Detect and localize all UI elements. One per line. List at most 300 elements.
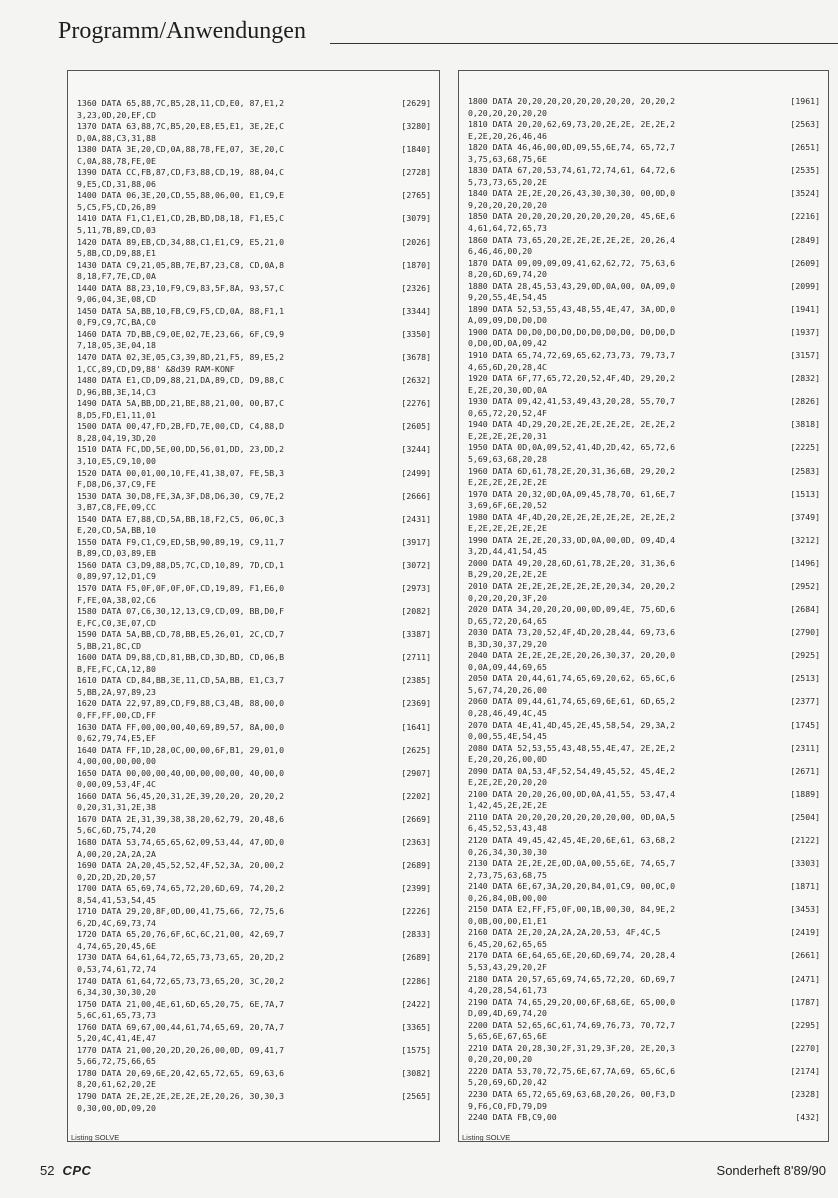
listing-line-checksum: [3212] xyxy=(790,534,820,545)
listing-line xyxy=(468,431,820,443)
listing-line xyxy=(77,317,431,329)
listing-line-text: 2210 DATA 20,28,30,2F,31,29,3F,20, 2E,20,3 xyxy=(468,1042,676,1053)
listing-line-text: 1860 DATA 73,65,20,2E,2E,2E,2E,2E, 20,26,4 xyxy=(468,234,676,245)
listing-line-checksum: [1937] xyxy=(790,326,820,337)
listing-line-text: 2020 DATA 34,20,20,20,00,0D,09,4E, 75,6D,6 xyxy=(468,604,676,615)
listing-line-text: 5,20,69,6D,20,42 xyxy=(468,1077,547,1088)
listing-line xyxy=(468,396,820,408)
listing-line-text: 5,69,63,68,20,28 xyxy=(468,453,547,464)
listing-line-text: 5,8B,CD,D9,88,E1 xyxy=(77,248,156,259)
listing-line xyxy=(468,408,820,420)
listing-line xyxy=(468,142,820,154)
listing-line-checksum: [2326] xyxy=(401,282,431,293)
listing-line-text: 2170 DATA 6E,64,65,6E,20,6D,69,74, 20,28,4 xyxy=(468,950,676,961)
listing-line-text: B,3D,30,37,29,20 xyxy=(468,638,547,649)
listing-line-checksum: [2082] xyxy=(401,606,431,617)
listing-line-checksum xyxy=(816,431,820,443)
listing-line-text: 1750 DATA 21,00,4E,61,6D,65,20,75, 6E,7A,7 xyxy=(77,998,285,1009)
listing-line-text: 6,45,20,62,65,65 xyxy=(468,938,547,949)
listing-line xyxy=(77,1010,431,1022)
listing-line xyxy=(468,616,820,628)
listing-line-text: 0,0A,09,44,69,65 xyxy=(468,661,547,672)
listing-line-text: 1580 DATA 07,C6,30,12,13,C9,CD,09, BB,D0,F xyxy=(77,606,285,617)
listing-line xyxy=(77,410,431,422)
listing-line-text: 1900 DATA D0,D0,D0,D0,D0,D0,D0,D0, D0,D0,D xyxy=(468,326,676,337)
listing-line-checksum xyxy=(816,385,820,397)
listing-line xyxy=(468,708,820,720)
listing-line-checksum: [2661] xyxy=(790,950,820,961)
listing-line-checksum: [2513] xyxy=(790,673,820,684)
listing-line-checksum xyxy=(816,1101,820,1113)
listing-line-checksum: [2833] xyxy=(401,929,431,940)
listing-line-text: 1760 DATA 69,67,00,44,61,74,65,69, 20,7A,7 xyxy=(77,1021,285,1032)
listing-line-text: 1410 DATA F1,C1,E1,CD,2B,BD,D8,18, F1,E5,C xyxy=(77,213,285,224)
listing-line xyxy=(468,1112,820,1124)
listing-line-checksum: [2583] xyxy=(790,465,820,476)
listing-line-checksum xyxy=(816,523,820,535)
listing-line xyxy=(468,223,820,235)
listing-line-text: 8,18,F7,7E,CD,0A xyxy=(77,271,156,282)
listing-line xyxy=(77,722,431,734)
listing-line xyxy=(77,468,431,480)
listing-line-text: 9,E5,CD,31,88,06 xyxy=(77,178,156,189)
listing-line xyxy=(468,558,820,570)
listing-line xyxy=(77,352,431,364)
listing-line-text: 2040 DATA 2E,2E,2E,2E,20,26,30,37, 20,20,0 xyxy=(468,650,676,661)
listing-line-text: 1470 DATA 02,3E,05,C3,39,8D,21,F5, 89,E5,2 xyxy=(77,352,285,363)
listing-line-checksum xyxy=(427,710,431,722)
listing-line-checksum xyxy=(427,548,431,560)
listing-line-text: 0,2D,2D,2D,20,57 xyxy=(77,871,156,882)
listing-line xyxy=(77,918,431,930)
listing-line-text: 1840 DATA 2E,2E,20,26,43,30,30,30, 00,0D,0 xyxy=(468,188,676,199)
listing-line-checksum xyxy=(427,1033,431,1045)
listing-line-checksum xyxy=(427,941,431,953)
listing-line-text: 1490 DATA 5A,BB,DD,21,BE,88,21,00, 00,B7,C xyxy=(77,398,285,409)
listing-line-text: 3,2D,44,41,54,45 xyxy=(468,546,547,557)
listing-line xyxy=(77,133,431,145)
listing-line xyxy=(77,514,431,526)
listing-line-checksum: [1496] xyxy=(790,557,820,568)
listing-line-checksum: [2605] xyxy=(401,421,431,432)
listing-line-checksum xyxy=(816,777,820,789)
listing-line-checksum: [2632] xyxy=(401,375,431,386)
listing-line-checksum xyxy=(816,408,820,420)
listing-line xyxy=(77,675,431,687)
listing-line-checksum: [2226] xyxy=(401,906,431,917)
listing-line-text: 2090 DATA 0A,53,4F,52,54,49,45,52, 45,4E,2 xyxy=(468,765,676,776)
listing-line-text: 7,18,05,3E,04,18 xyxy=(77,340,156,351)
listing-line-text: E,2E,2E,2E,20,31 xyxy=(468,430,547,441)
listing-line-text: 2050 DATA 20,44,61,74,65,69,20,62, 65,6C,6 xyxy=(468,673,676,684)
listing-line-checksum: [2765] xyxy=(401,190,431,201)
listing-line xyxy=(77,340,431,352)
listing-line-text: B,29,20,2E,2E,2E xyxy=(468,569,547,580)
listing-line xyxy=(468,385,820,397)
listing-line-text: 1910 DATA 65,74,72,69,65,62,73,73, 79,73,7 xyxy=(468,350,676,361)
listing-line xyxy=(77,952,431,964)
listing-line xyxy=(468,858,820,870)
listing-line-text: 1670 DATA 2E,31,39,38,38,20,62,79, 20,48,6 xyxy=(77,813,285,824)
listing-line-text: 0,0B,00,00,E1,E1 xyxy=(468,915,547,926)
listing-line-text: 1500 DATA 00,47,FD,2B,FD,7E,00,CD, C4,88,D xyxy=(77,421,285,432)
listing-line xyxy=(468,593,820,605)
listing-line-checksum xyxy=(816,108,820,120)
listing-line-text: 1680 DATA 53,74,65,65,62,09,53,44, 47,0D,0 xyxy=(77,837,285,847)
listing-line-text: 1770 DATA 21,00,20,2D,20,26,00,0D, 09,41,7 xyxy=(77,1044,285,1055)
listing-line-text: 2130 DATA 2E,2E,2E,0D,0A,00,55,6E, 74,65,7 xyxy=(468,858,676,869)
listing-line-checksum xyxy=(427,179,431,191)
listing-line-checksum xyxy=(816,546,820,558)
listing-line-text: 5,65,6E,67,65,6E xyxy=(468,1031,547,1042)
listing-line-text: 4,74,65,20,45,6E xyxy=(77,940,156,951)
listing-line-text: 0,65,72,20,52,4F xyxy=(468,407,547,418)
listing-line-text: 3,10,E5,C9,10,00 xyxy=(77,455,156,466)
listing-line-checksum xyxy=(427,987,431,999)
listing-line-text: E,2E,2E,2E,2E,2E xyxy=(468,523,547,534)
listing-line-text: 2100 DATA 20,20,26,00,0D,0A,41,55, 53,47,4 xyxy=(468,788,676,799)
listing-line-checksum xyxy=(816,616,820,628)
listing-line xyxy=(468,119,820,131)
listing-line-text: 1980 DATA 4F,4D,20,2E,2E,2E,2E,2E, 2E,2E,2 xyxy=(468,511,676,522)
listing-line-text: 9,20,55,4E,54,45 xyxy=(468,292,547,303)
listing-line-text: 1850 DATA 20,20,20,20,20,20,20,20, 45,6E,6 xyxy=(468,211,676,222)
listing-line-checksum: [3453] xyxy=(790,904,820,915)
listing-line-checksum: [1745] xyxy=(790,719,820,730)
listing-line-checksum: [2431] xyxy=(401,513,431,524)
listing-line-checksum: [3387] xyxy=(401,629,431,640)
listing-line-checksum xyxy=(427,456,431,468)
listing-line-text: 2030 DATA 73,20,52,4F,4D,20,28,44, 69,73,6 xyxy=(468,627,676,638)
listing-line-text: 2150 DATA E2,FF,F5,0F,00,1B,00,30, 84,9E,2 xyxy=(468,904,676,915)
listing-panel-right xyxy=(458,70,829,1142)
listing-line-text: 5,73,73,65,20,2E xyxy=(468,176,547,187)
listing-line-text: 0,53,74,61,72,74 xyxy=(77,964,156,975)
listing-line-text: 2000 DATA 49,20,28,6D,61,78,2E,20, 31,36,6 xyxy=(468,557,676,568)
listing-line xyxy=(77,1068,431,1080)
listing-line-text: A,00,20,2A,2A,2A xyxy=(77,848,156,859)
listing-line xyxy=(77,606,431,618)
listing-line-checksum: [2286] xyxy=(401,975,431,986)
listing-line-checksum xyxy=(427,156,431,168)
listing-line xyxy=(468,258,820,270)
listing-line-text: 5,11,7B,89,CD,03 xyxy=(77,225,156,236)
listing-line-text: 2070 DATA 4E,41,4D,45,2E,45,58,54, 29,3A,2 xyxy=(468,719,676,730)
listing-line-text: 4,65,6D,20,28,4C xyxy=(468,361,547,372)
listing-line xyxy=(468,927,820,939)
listing-line-text: 1390 DATA CC,FB,87,CD,F3,88,CD,19, 88,04,C xyxy=(77,167,285,178)
listing-line-text: 8,D5,FD,E1,11,01 xyxy=(77,409,156,420)
listing-line-checksum xyxy=(427,479,431,491)
listing-line-text: 1610 DATA CD,84,BB,3E,11,CD,5A,BB, E1,C3,7 xyxy=(77,675,285,686)
listing-line xyxy=(468,327,820,339)
listing-line-text: 1520 DATA 00,01,00,10,FE,41,38,07, FE,5B,3 xyxy=(77,467,285,478)
listing-line-text: 0,26,84,0B,00,00 xyxy=(468,892,547,903)
listing-line-checksum xyxy=(816,893,820,905)
listing-line xyxy=(77,802,431,814)
listing-line xyxy=(77,491,431,503)
listing-line-checksum: [2504] xyxy=(790,811,820,822)
listing-line-text: 1,CC,89,CD,D9,88' &8d39 RAM-KONF xyxy=(77,363,235,374)
listing-line-checksum xyxy=(816,870,820,882)
listing-line xyxy=(77,929,431,941)
listing-line-checksum: [1871] xyxy=(790,881,820,892)
listing-line xyxy=(468,766,820,778)
listing-line-checksum xyxy=(816,847,820,859)
listing-caption-right: Listing SOLVE xyxy=(462,1133,511,1142)
listing-line-checksum xyxy=(427,779,431,791)
listing-line xyxy=(77,560,431,572)
listing-line-checksum: [2328] xyxy=(790,1089,820,1100)
listing-line-checksum xyxy=(427,433,431,445)
listing-line-text: 5,67,74,20,26,00 xyxy=(468,684,547,695)
listing-line xyxy=(468,1077,820,1089)
listing-line-checksum: [3917] xyxy=(401,536,431,547)
listing-line xyxy=(468,419,820,431)
listing-line-checksum: [3678] xyxy=(401,352,431,363)
listing-line-text: 5,6C,6D,75,74,20 xyxy=(77,825,156,836)
footer-left xyxy=(40,1163,91,1178)
listing-line-text: 2230 DATA 65,72,65,69,63,68,20,26, 00,F3,D xyxy=(468,1089,676,1100)
listing-line-checksum xyxy=(816,362,820,374)
listing-line xyxy=(77,906,431,918)
listing-line-text: 1450 DATA 5A,BB,10,FB,C9,F5,CD,0A, 88,F1,1 xyxy=(77,305,285,316)
listing-line xyxy=(468,627,820,639)
listing-line-text: 2200 DATA 52,65,6C,61,74,69,76,73, 70,72,7 xyxy=(468,1019,676,1030)
listing-line xyxy=(77,525,431,537)
listing-line xyxy=(468,916,820,928)
listing-line-text: D,65,72,20,64,65 xyxy=(468,615,547,626)
listing-panel-left xyxy=(67,70,440,1142)
listing-line-checksum: [2099] xyxy=(790,280,820,291)
listing-line xyxy=(468,823,820,835)
listing-line-text: 1560 DATA C3,D9,88,D5,7C,CD,10,89, 7D,CD,1 xyxy=(77,559,285,570)
listing-line xyxy=(468,454,820,466)
listing-line xyxy=(468,338,820,350)
listing-line-text: 1990 DATA 2E,2E,20,33,0D,0A,00,0D, 09,4D,4 xyxy=(468,534,676,545)
listing-line-checksum: [2026] xyxy=(401,236,431,247)
listing-line-text: E,20,20,26,00,0D xyxy=(468,754,547,765)
listing-line-checksum xyxy=(427,802,431,814)
listing-line-checksum: [2684] xyxy=(790,604,820,615)
listing-line xyxy=(77,202,431,214)
listing-line-checksum xyxy=(816,223,820,235)
listing-line xyxy=(468,466,820,478)
listing-line-checksum: [1870] xyxy=(401,259,431,270)
page-title: Programm/Anwendungen xyxy=(58,18,306,44)
listing-line-text: E,2E,2E,2E,2E,2E xyxy=(468,477,547,488)
listing-line-checksum xyxy=(427,271,431,283)
listing-line-checksum xyxy=(427,618,431,630)
page-number: 52 xyxy=(40,1163,55,1178)
listing-line-text: 1880 DATA 28,45,53,43,29,0D,0A,00, 0A,09,0 xyxy=(468,280,676,291)
listing-line xyxy=(468,246,820,258)
listing-line-checksum: [2689] xyxy=(401,952,431,963)
listing-line-text: D,0A,88,C3,31,88 xyxy=(77,132,156,143)
listing-line-checksum: [3072] xyxy=(401,559,431,570)
listing-line xyxy=(468,108,820,120)
listing-line xyxy=(77,213,431,225)
listing-line xyxy=(77,433,431,445)
listing-line-checksum: [3749] xyxy=(790,511,820,522)
listing-line-text: 1590 DATA 5A,BB,CD,78,BB,E5,26,01, 2C,CD,7 xyxy=(77,629,285,640)
listing-line-text: 1480 DATA E1,CD,D9,88,21,DA,89,CD, D9,88,C xyxy=(77,375,285,386)
listing-line xyxy=(468,1031,820,1043)
listing-line xyxy=(77,583,431,595)
listing-line-checksum: [3244] xyxy=(401,444,431,455)
listing-line-checksum: [2174] xyxy=(790,1065,820,1076)
listing-line-checksum: [2952] xyxy=(790,580,820,591)
listing-line-text: 0,62,79,74,E5,EF xyxy=(77,733,156,744)
listing-line-text: 1400 DATA 06,3E,20,CD,55,88,06,00, E1,C9,E xyxy=(77,190,285,201)
listing-line xyxy=(468,743,820,755)
listing-line-text: 0,20,20,00,20 xyxy=(468,1054,533,1065)
listing-line-checksum xyxy=(427,964,431,976)
listing-line-checksum: [1575] xyxy=(401,1044,431,1055)
listing-line-text: 8,54,41,53,54,45 xyxy=(77,894,156,905)
listing-line-text: 6,34,30,30,30,20 xyxy=(77,987,156,998)
listing-line xyxy=(77,1033,431,1045)
listing-line-checksum xyxy=(427,110,431,122)
listing-line-checksum xyxy=(816,177,820,189)
listing-line-checksum xyxy=(816,292,820,304)
listing-line-checksum xyxy=(816,685,820,697)
listing-line-text: 1630 DATA FF,00,00,00,40,69,89,57, 8A,00,0 xyxy=(77,721,285,732)
listing-line-checksum xyxy=(816,1054,820,1066)
page-header xyxy=(58,16,838,48)
listing-line-checksum xyxy=(816,1031,820,1043)
listing-line-text: 2140 DATA 6E,67,3A,20,20,84,01,C9, 00,0C,0 xyxy=(468,881,676,892)
listing-line-checksum xyxy=(816,315,820,327)
listing-line xyxy=(77,779,431,791)
listing-line xyxy=(77,190,431,202)
listing-line-checksum xyxy=(427,317,431,329)
listing-line-checksum: [1513] xyxy=(790,488,820,499)
listing-line-checksum: [2202] xyxy=(401,790,431,801)
listing-line-checksum: [2122] xyxy=(790,835,820,845)
listing-line-checksum xyxy=(427,733,431,745)
listing-line-text: 3,69,6F,6E,20,52 xyxy=(468,500,547,511)
listing-line xyxy=(77,987,431,999)
listing-line xyxy=(77,768,431,780)
listing-line xyxy=(77,629,431,641)
listing-line-text: 0,20,31,31,2E,38 xyxy=(77,802,156,813)
listing-line-text: 0,FF,FF,00,CD,FF xyxy=(77,709,156,720)
listing-line xyxy=(77,652,431,664)
listing-line-checksum xyxy=(427,225,431,237)
listing-line xyxy=(77,837,431,849)
listing-line xyxy=(77,687,431,699)
listing-line xyxy=(468,1020,820,1032)
listing-line-checksum xyxy=(427,756,431,768)
listing-line-text: 1950 DATA 0D,0A,09,52,41,4D,2D,42, 65,72,6 xyxy=(468,442,676,453)
listing-line xyxy=(468,696,820,708)
listing-line-text: 1600 DATA D9,88,CD,81,BB,CD,3D,BD, CD,06,B xyxy=(77,652,285,663)
listing-line-checksum xyxy=(816,477,820,489)
listing-line xyxy=(468,673,820,685)
listing-line-text: 5,53,43,29,20,2F xyxy=(468,962,547,973)
listing-line xyxy=(468,1101,820,1113)
listing-line xyxy=(468,569,820,581)
listing-line-checksum xyxy=(427,687,431,699)
listing-line-checksum xyxy=(816,131,820,143)
listing-line xyxy=(77,1079,431,1091)
listing-line-checksum xyxy=(816,708,820,720)
listing-line xyxy=(77,548,431,560)
listing-line xyxy=(77,595,431,607)
listing-line-checksum xyxy=(427,410,431,422)
listing-line-checksum xyxy=(816,985,820,997)
listing-line-checksum xyxy=(427,825,431,837)
listing-line-checksum: [3818] xyxy=(790,419,820,430)
listing-line-text: 0,00,55,4E,54,45 xyxy=(468,731,547,742)
listing-line-checksum xyxy=(427,340,431,352)
listing-line-text: 1460 DATA 7D,BB,C9,0E,02,7E,23,66, 6F,C9,9 xyxy=(77,328,285,339)
listing-line xyxy=(77,1091,431,1103)
listing-line-checksum xyxy=(427,641,431,653)
listing-line-text: 1810 DATA 20,20,62,69,73,20,2E,2E, 2E,2E,2 xyxy=(468,119,676,130)
listing-line-text: 6,45,52,53,43,48 xyxy=(468,823,547,834)
listing-line-text: 1650 DATA 00,00,00,40,00,00,00,00, 40,00,0 xyxy=(77,767,285,778)
listing-line xyxy=(468,997,820,1009)
listing-line-text: 2060 DATA 09,44,61,74,65,69,6E,61, 6D,65,2 xyxy=(468,696,676,707)
listing-line-checksum xyxy=(816,800,820,812)
listing-line xyxy=(77,860,431,872)
listing-line-text: E,FC,C0,3E,07,CD xyxy=(77,617,156,628)
listing-line xyxy=(468,893,820,905)
listing-line xyxy=(468,639,820,651)
listing-line xyxy=(468,177,820,189)
listing-line xyxy=(468,650,820,662)
listing-line-checksum: [2625] xyxy=(401,744,431,755)
listing-line xyxy=(77,1103,431,1115)
listing-line-checksum: [3157] xyxy=(790,350,820,361)
listing-line-text: 1690 DATA 2A,20,45,52,52,4F,52,3A, 20,00,2 xyxy=(77,860,285,871)
listing-line xyxy=(77,283,431,295)
listing-line xyxy=(468,154,820,166)
listing-line-checksum: [2651] xyxy=(790,142,820,153)
listing-line-checksum: [1941] xyxy=(790,303,820,314)
listing-line-text: E,2E,2E,20,20,20 xyxy=(468,777,547,788)
listing-line xyxy=(77,167,431,179)
listing-line xyxy=(77,976,431,988)
listing-line-text: 1790 DATA 2E,2E,2E,2E,2E,2E,20,26, 30,30,3 xyxy=(77,1091,285,1102)
listing-line-text: 1800 DATA 20,20,20,20,20,20,20,20, 20,20,2 xyxy=(468,96,676,106)
listing-line-checksum xyxy=(427,918,431,930)
listing-line-text: 0,20,20,20,3F,20 xyxy=(468,592,547,603)
listing-line-checksum xyxy=(427,364,431,376)
listing-line xyxy=(468,477,820,489)
listing-line xyxy=(468,281,820,293)
listing-line xyxy=(468,662,820,674)
listing-line-checksum: [3350] xyxy=(401,328,431,339)
listing-line xyxy=(77,756,431,768)
listing-line-checksum: [2925] xyxy=(790,650,820,661)
listing-line-checksum: [3365] xyxy=(401,1021,431,1032)
listing-line-text: 0,30,00,0D,09,20 xyxy=(77,1102,156,1113)
listing-line-checksum: [1787] xyxy=(790,996,820,1007)
listing-line-checksum xyxy=(816,593,820,605)
listing-line xyxy=(468,188,820,200)
listing-line-text: 3,23,0D,20,EF,CD xyxy=(77,109,156,120)
listing-line xyxy=(468,904,820,916)
listing-line-checksum xyxy=(427,571,431,583)
code-listing-right xyxy=(468,96,820,1124)
listing-line-text: 2120 DATA 49,45,42,45,4E,20,6E,61, 63,68,2 xyxy=(468,835,676,845)
listing-line-checksum xyxy=(816,154,820,166)
listing-line-checksum xyxy=(816,500,820,512)
listing-line-checksum xyxy=(816,454,820,466)
